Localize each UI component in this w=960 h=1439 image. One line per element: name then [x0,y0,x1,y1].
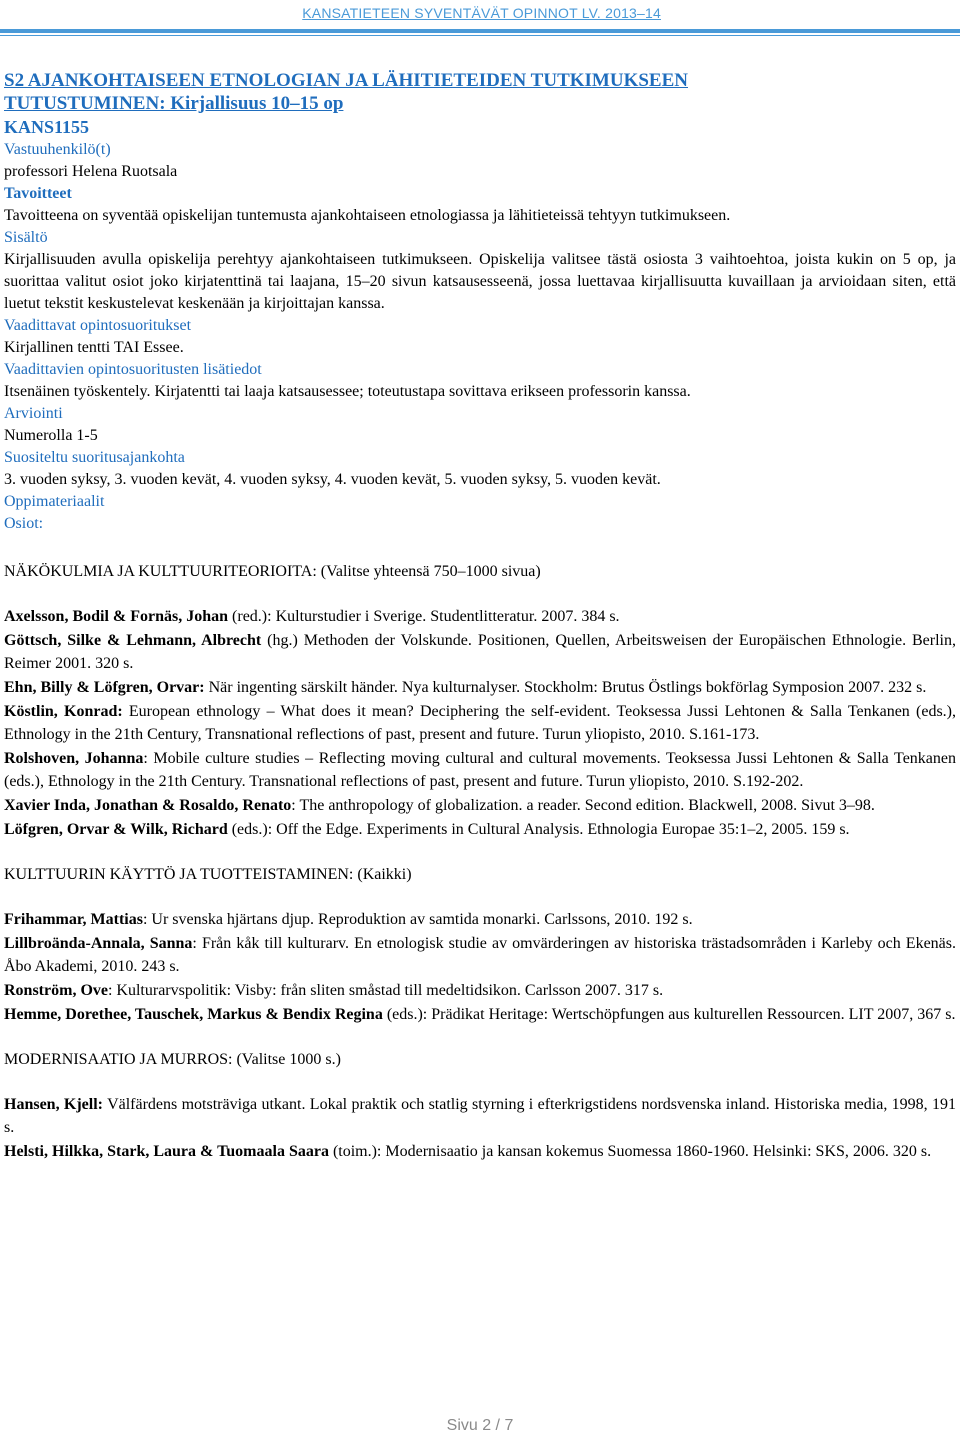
content-label: Sisältö [4,229,48,246]
reference-authors: Lillbroända-Annala, Sanna [4,935,193,952]
grading-value: Numerolla 1-5 [4,427,98,444]
reference-details: : Kulturarvspolitik: Visby: från sliten småstad till medeltidsikon. Carlsson 2007. 317 s. [107,982,664,999]
timing-label: Suositeltu suoritusajankohta [4,449,185,466]
reference-item [4,908,956,931]
requirement-details-value: Itsenäinen työskentely. Kirjatentti tai laaja katsausessee; toteutustapa sovittava erikseen professorin kanssa. [4,383,691,400]
reference-authors: Ronström, Ove [4,982,108,999]
reference-details: : Mobile culture studies – Reflecting moving cultural and cultural movements. Teoksessa Jussi Lehtonen & Salla Tenkanen (eds.), Ethnology in the 21th Century. Transnational reflections of past, present and future. Turun yliopisto, 2010. S.192-202. [4,750,957,790]
group-heading-culture-use: KULTTUURIN KÄYTTÖ JA TUOTTEISTAMINEN: (Kaikki) [4,866,412,883]
requirements-value: Kirjallinen tentti TAI Essee. [4,339,184,356]
spacer [4,886,956,908]
reference-details: (red.): Kulturstudier i Sverige. Studentlitteratur. 2007. 384 s. [228,608,620,625]
reference-details: (toim.): Modernisaatio ja kansan kokemus Suomessa 1860-1960. Helsinki: SKS, 2006. 320 s. [328,1143,932,1160]
spacer [4,1071,956,1093]
reference-authors: Hansen, Kjell: [4,1096,104,1113]
spacer [4,842,956,864]
reference-authors: Axelsson, Bodil & Fornäs, Johan [4,608,229,625]
spacer [4,583,956,605]
requirement-details-label: Vaadittavien opintosuoritusten lisätiedot [4,361,262,378]
course-title-line2: TUTUSTUMINEN: Kirjallisuus 10–15 op [4,93,344,114]
reference-authors: Helsti, Hilkka, Stark, Laura & Tuomaala Saara [4,1143,329,1160]
course-title-line1: S2 AJANKOHTAISEEN ETNOLOGIAN JA LÄHITIETEIDEN TUTKIMUKSEEN [4,70,688,91]
reference-details: Välfärdens motsträviga utkant. Lokal praktik och statlig styrning i efterkrigstidens nordsvenska inland. Historiska media, 1998, 191 s. [4,1096,956,1136]
parts-label: Osiot: [4,515,44,532]
reference-item [4,818,956,841]
header-rule [0,29,960,33]
spacer [4,535,956,561]
reference-item [4,629,956,675]
reference-authors: Köstlin, Konrad: [4,703,123,720]
reference-details: När ingenting särskilt händer. Nya kulturnalyser. Stockholm: Brutus Östlings bokförlag Symposion 2007. 232 s. [204,679,927,696]
grading-label: Arviointi [4,405,63,422]
reference-item [4,676,956,699]
requirements-label: Vaadittavat opintosuoritukset [4,317,192,334]
reference-details: (hg.) Methoden der Volskunde. Positionen, Quellen, Arbeitsweisen der Europäischen Ethnologie. Berlin, Reimer 2001. 320 s. [4,632,956,672]
goals-value: Tavoitteena on syventää opiskelijan tuntemusta ajankohtaiseen etnologiassa ja lähitieteissä tehtyyn tutkimukseen. [4,207,731,224]
reference-details: : Från kåk till kulturarv. En etnologisk studie av omvärderingen av historiska trästadsområden i Karleby och Ekenäs. Åbo Akademi, 2010. 243 s. [4,935,956,975]
reference-item [4,747,956,793]
reference-details: (eds.): Prädikat Heritage: Wertschöpfungen aus kulturellen Ressourcen. LIT 2007, 367 s. [382,1006,956,1023]
materials-label: Oppimateriaalit [4,493,105,510]
reference-item [4,1093,956,1139]
reference-item [4,605,956,628]
reference-authors: Löfgren, Orvar & Wilk, Richard [4,821,228,838]
reference-item [4,932,956,978]
course-code: KANS1155 [4,117,90,137]
reference-details: : The anthropology of globalization. a reader. Second edition. Blackwell, 2008. Sivut 3–98. [291,797,875,814]
goals-label: Tavoitteet [4,185,72,202]
running-header: KANSATIETEEN SYVENTÄVÄT OPINNOT LV. 2013–14 [302,5,661,21]
reference-details: (eds.): Off the Edge. Experiments in Cultural Analysis. Ethnologia Europae 35:1–2, 2005. 159 s. [227,821,850,838]
reference-item [4,979,956,1002]
reference-details: European ethnology – What does it mean? Deciphering the self-evident. Teoksessa Jussi Lehtonen & Salla Tenkanen (eds.), Ethnology in the 21th Century, Transnational reflections of past, present and future. Turun yliopisto, 2010. S.161-173. [4,703,956,743]
reference-authors: Göttsch, Silke & Lehmann, Albrecht [4,632,262,649]
responsible-value: professori Helena Ruotsala [4,163,178,180]
reference-authors: Hemme, Dorethee, Tauschek, Markus & Bendix Regina [4,1006,383,1023]
main-content [4,69,956,1164]
group-heading-perspectives: NÄKÖKULMIA JA KULTTUURITEORIOITA: (Valitse yhteensä 750–1000 sivua) [4,563,541,580]
reference-authors: Ehn, Billy & Löfgren, Orvar: [4,679,205,696]
reference-item [4,700,956,746]
reference-item [4,1003,956,1026]
reference-authors: Xavier Inda, Jonathan & Rosaldo, Renato [4,797,292,814]
reference-details: : Ur svenska hjärtans djup. Reproduktion av samtida monarki. Carlssons, 2010. 192 s. [142,911,693,928]
reference-authors: Frihammar, Mattias [4,911,143,928]
content-value: Kirjallisuuden avulla opiskelija perehtyy ajankohtaiseen tutkimukseen. Opiskelija valitsee tästä osiosta 3 vaihtoehtoa, joista kukin on 5 op, ja suorittaa valitut osiot joko kirjatenttinä tai laajana, 15–20 sivun katsausesseenä, jossa luettavaa kirjallisuutta kuvaillaan ja arvioidaan siten, että luetut tekstit keskustelevat keskenään ja kirjoittajan kanssa. [4,251,956,312]
reference-item [4,1140,956,1163]
group-heading-modernisation: MODERNISAATIO JA MURROS: (Valitse 1000 s.) [4,1051,341,1068]
responsible-label: Vastuuhenkilö(t) [4,141,111,158]
reference-authors: Rolshoven, Johanna [4,750,144,767]
page-number: Sivu 2 / 7 [446,1417,514,1434]
reference-item [4,794,956,817]
spacer [4,1027,956,1049]
timing-value: 3. vuoden syksy, 3. vuoden kevät, 4. vuoden syksy, 4. vuoden kevät, 5. vuoden syksy, 5. vuoden kevät. [4,471,661,488]
header-rule-thin [0,35,960,36]
